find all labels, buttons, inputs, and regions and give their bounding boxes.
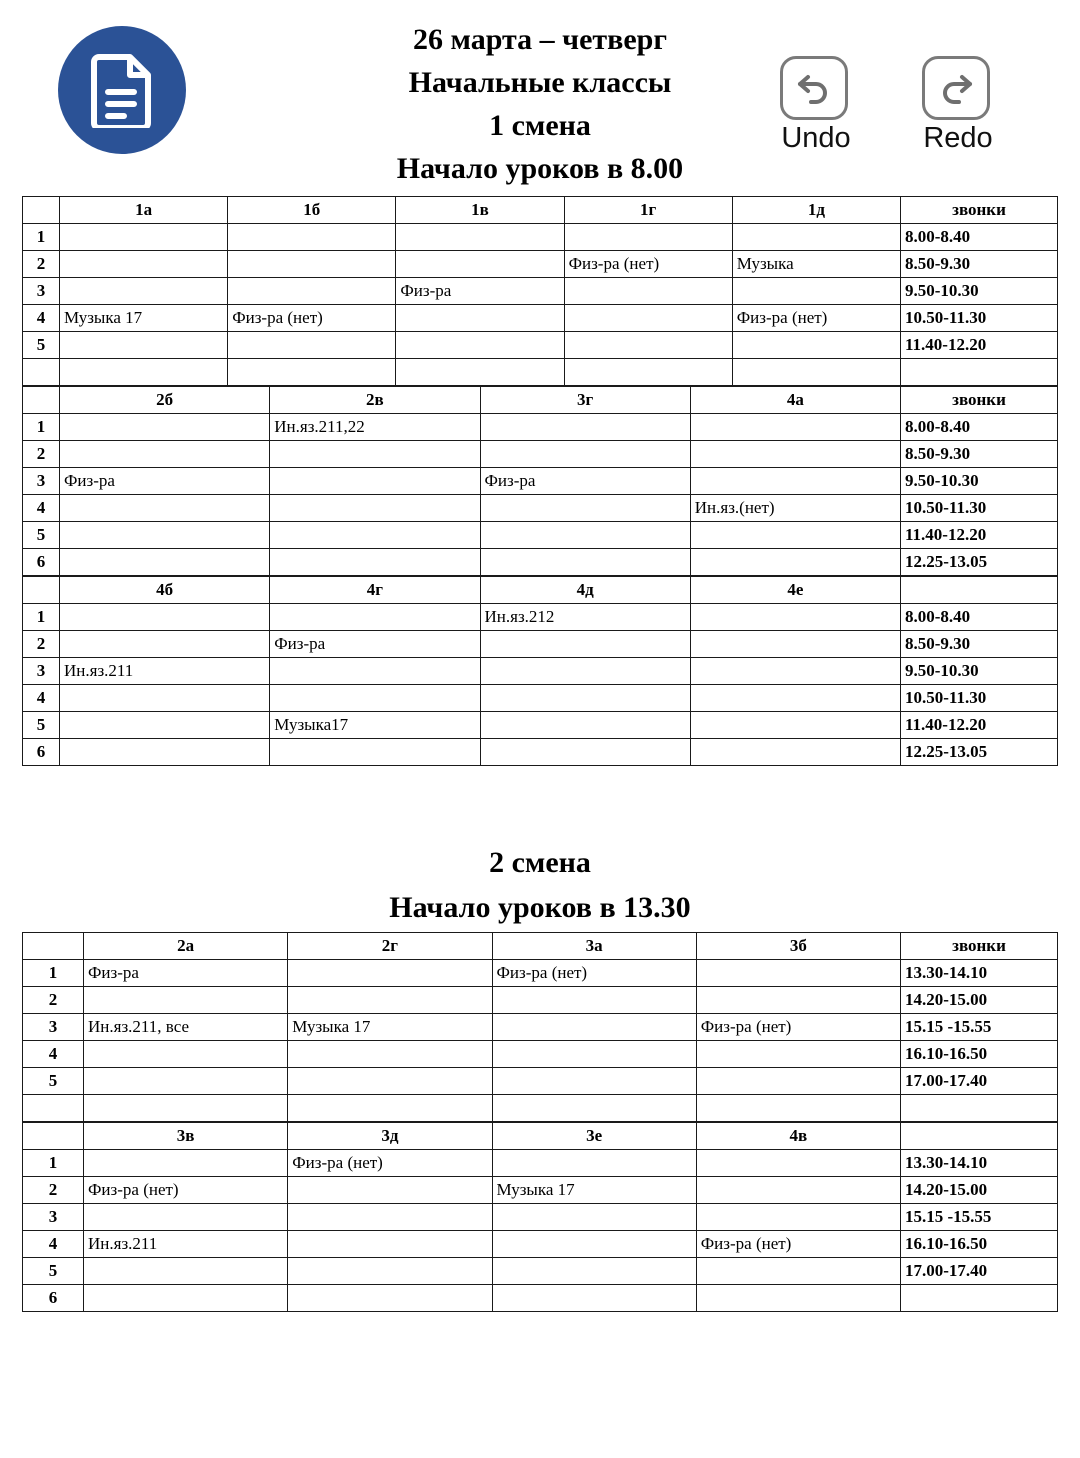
row-number: 5 bbox=[23, 1068, 84, 1095]
bells-header: звонки bbox=[901, 197, 1058, 224]
spacer-cell bbox=[288, 1095, 492, 1122]
row-number: 4 bbox=[23, 495, 60, 522]
lesson-cell[interactable] bbox=[84, 1041, 288, 1068]
row-number: 5 bbox=[23, 1258, 84, 1285]
bell-time: 14.20-15.00 bbox=[901, 987, 1058, 1014]
table-row bbox=[23, 685, 1058, 712]
table-row bbox=[23, 1285, 1058, 1312]
bell-time: 16.10-16.50 bbox=[901, 1231, 1058, 1258]
lesson-cell[interactable]: Физ-ра bbox=[480, 468, 690, 495]
row-number: 6 bbox=[23, 739, 60, 766]
lesson-cell[interactable]: Ин.яз.211 bbox=[84, 1231, 288, 1258]
lesson-cell[interactable]: Физ-ра (нет) bbox=[228, 305, 396, 332]
lesson-cell[interactable]: Ин.яз.212 bbox=[480, 604, 690, 631]
row-number: 3 bbox=[23, 1204, 84, 1231]
lesson-cell[interactable]: Ин.яз.211,22 bbox=[270, 414, 480, 441]
redo-label: Redo bbox=[923, 122, 993, 154]
lesson-cell[interactable] bbox=[270, 522, 480, 549]
lesson-cell[interactable] bbox=[228, 278, 396, 305]
schedule-table-1-1 bbox=[22, 196, 1058, 386]
class-header: 4д bbox=[480, 577, 690, 604]
bell-time: 8.00-8.40 bbox=[901, 414, 1058, 441]
lesson-cell[interactable] bbox=[228, 251, 396, 278]
lesson-cell[interactable] bbox=[60, 604, 270, 631]
lesson-cell[interactable] bbox=[288, 1204, 492, 1231]
lesson-cell[interactable] bbox=[288, 1258, 492, 1285]
lesson-cell[interactable] bbox=[480, 658, 690, 685]
bells-header: звонки bbox=[901, 387, 1058, 414]
lesson-cell[interactable] bbox=[492, 1150, 696, 1177]
lesson-cell[interactable] bbox=[690, 739, 900, 766]
lesson-cell bbox=[732, 359, 900, 386]
class-header: 1г bbox=[564, 197, 732, 224]
shift-2-line-2: Начало уроков в 13.30 bbox=[389, 891, 691, 924]
lesson-cell[interactable]: Физ-ра (нет) bbox=[288, 1150, 492, 1177]
row-number: 4 bbox=[23, 305, 60, 332]
corner-cell bbox=[23, 387, 60, 414]
lesson-cell[interactable] bbox=[690, 712, 900, 739]
bell-time: 12.25-13.05 bbox=[901, 549, 1058, 576]
table-row bbox=[23, 1258, 1058, 1285]
lesson-cell[interactable] bbox=[492, 1204, 696, 1231]
lesson-cell[interactable]: Ин.яз.211, все bbox=[84, 1014, 288, 1041]
spacer-cell bbox=[23, 1095, 84, 1122]
class-header: 3е bbox=[492, 1123, 696, 1150]
bells-header: звонки bbox=[901, 933, 1058, 960]
row-number bbox=[23, 359, 60, 386]
spacer-cell bbox=[901, 1095, 1058, 1122]
lesson-cell[interactable] bbox=[732, 278, 900, 305]
class-header: 1а bbox=[60, 197, 228, 224]
title-line-1: 26 марта – четверг bbox=[413, 23, 667, 56]
lesson-cell[interactable] bbox=[690, 658, 900, 685]
class-header: 3б bbox=[696, 933, 900, 960]
lesson-cell[interactable] bbox=[696, 1285, 900, 1312]
bell-time: 12.25-13.05 bbox=[901, 739, 1058, 766]
table-row bbox=[23, 1041, 1058, 1068]
table-row bbox=[23, 1068, 1058, 1095]
lesson-cell[interactable] bbox=[396, 332, 564, 359]
row-number: 3 bbox=[23, 1014, 84, 1041]
lesson-cell[interactable] bbox=[690, 468, 900, 495]
lesson-cell[interactable] bbox=[696, 1041, 900, 1068]
class-header: 1в bbox=[396, 197, 564, 224]
row-number: 3 bbox=[23, 658, 60, 685]
lesson-cell[interactable] bbox=[270, 658, 480, 685]
lesson-cell[interactable] bbox=[696, 1177, 900, 1204]
lesson-cell[interactable] bbox=[270, 468, 480, 495]
row-number: 6 bbox=[23, 549, 60, 576]
bell-time: 13.30-14.10 bbox=[901, 1150, 1058, 1177]
bell-time: 17.00-17.40 bbox=[901, 1258, 1058, 1285]
table-row bbox=[23, 1150, 1058, 1177]
lesson-cell[interactable] bbox=[60, 251, 228, 278]
lesson-cell[interactable] bbox=[690, 522, 900, 549]
lesson-cell[interactable] bbox=[270, 604, 480, 631]
bell-time: 11.40-12.20 bbox=[901, 332, 1058, 359]
lesson-cell[interactable] bbox=[60, 224, 228, 251]
lesson-cell[interactable] bbox=[492, 987, 696, 1014]
title-line-4: Начало уроков в 8.00 bbox=[396, 152, 684, 185]
row-number: 3 bbox=[23, 468, 60, 495]
lesson-cell[interactable] bbox=[270, 441, 480, 468]
class-header: 4а bbox=[690, 387, 900, 414]
title-line-3: 1 смена bbox=[489, 109, 591, 142]
lesson-cell[interactable] bbox=[270, 495, 480, 522]
lesson-cell[interactable]: Физ-ра bbox=[396, 278, 564, 305]
lesson-cell[interactable] bbox=[492, 1285, 696, 1312]
table-row bbox=[23, 987, 1058, 1014]
lesson-cell[interactable] bbox=[84, 1068, 288, 1095]
bell-time: 14.20-15.00 bbox=[901, 1177, 1058, 1204]
lesson-cell[interactable]: Музыка 17 bbox=[288, 1014, 492, 1041]
lesson-cell[interactable] bbox=[732, 224, 900, 251]
row-number: 5 bbox=[23, 712, 60, 739]
lesson-cell[interactable] bbox=[228, 359, 396, 386]
lesson-cell[interactable] bbox=[492, 1041, 696, 1068]
bell-time bbox=[901, 1285, 1058, 1312]
lesson-cell[interactable] bbox=[564, 278, 732, 305]
lesson-cell[interactable] bbox=[396, 224, 564, 251]
schedule-table-2-2 bbox=[22, 1122, 1058, 1312]
row-number: 2 bbox=[23, 631, 60, 658]
corner-cell bbox=[23, 577, 60, 604]
lesson-cell[interactable]: Физ-ра (нет) bbox=[696, 1014, 900, 1041]
table-row bbox=[23, 549, 1058, 576]
lesson-cell[interactable]: Музыка17 bbox=[270, 712, 480, 739]
table-row bbox=[23, 359, 1058, 386]
spacer-row bbox=[23, 1095, 1058, 1122]
bell-time: 10.50-11.30 bbox=[901, 685, 1058, 712]
lesson-cell[interactable] bbox=[288, 1177, 492, 1204]
lesson-cell[interactable]: Физ-ра bbox=[270, 631, 480, 658]
row-number: 6 bbox=[23, 1285, 84, 1312]
corner-cell bbox=[23, 1123, 84, 1150]
lesson-cell[interactable] bbox=[690, 549, 900, 576]
lesson-cell[interactable] bbox=[480, 414, 690, 441]
lesson-cell[interactable]: Музыка 17 bbox=[492, 1177, 696, 1204]
bell-time: 8.00-8.40 bbox=[901, 224, 1058, 251]
class-header: 2г bbox=[288, 933, 492, 960]
class-header: 4г bbox=[270, 577, 480, 604]
lesson-cell[interactable] bbox=[270, 739, 480, 766]
table-body bbox=[23, 577, 1058, 766]
row-number: 3 bbox=[23, 278, 60, 305]
row-number: 1 bbox=[23, 414, 60, 441]
table-row bbox=[23, 1177, 1058, 1204]
lesson-cell[interactable] bbox=[60, 522, 270, 549]
lesson-cell[interactable]: Ин.яз.(нет) bbox=[690, 495, 900, 522]
lesson-cell[interactable] bbox=[288, 1068, 492, 1095]
class-header: 2а bbox=[84, 933, 288, 960]
table-body bbox=[23, 197, 1058, 386]
lesson-cell[interactable] bbox=[690, 414, 900, 441]
class-header: 2в bbox=[270, 387, 480, 414]
row-number: 5 bbox=[23, 332, 60, 359]
lesson-cell[interactable] bbox=[60, 739, 270, 766]
table-row bbox=[23, 1014, 1058, 1041]
lesson-cell[interactable] bbox=[690, 631, 900, 658]
lesson-cell[interactable] bbox=[564, 305, 732, 332]
lesson-cell[interactable] bbox=[696, 960, 900, 987]
table-row bbox=[23, 495, 1058, 522]
lesson-cell[interactable] bbox=[396, 359, 564, 386]
schedule-table-1-2 bbox=[22, 386, 1058, 576]
lesson-cell[interactable]: Физ-ра (нет) bbox=[84, 1177, 288, 1204]
lesson-cell[interactable] bbox=[84, 1204, 288, 1231]
lesson-cell[interactable] bbox=[564, 224, 732, 251]
row-number: 2 bbox=[23, 251, 60, 278]
shift-2-line-1: 2 смена bbox=[489, 846, 591, 879]
lesson-cell[interactable] bbox=[480, 522, 690, 549]
lesson-cell[interactable] bbox=[84, 987, 288, 1014]
table-row bbox=[23, 251, 1058, 278]
table-row bbox=[23, 468, 1058, 495]
row-number: 4 bbox=[23, 1041, 84, 1068]
bell-time: 9.50-10.30 bbox=[901, 278, 1058, 305]
class-header: 1б bbox=[228, 197, 396, 224]
row-number: 2 bbox=[23, 1177, 84, 1204]
lesson-cell[interactable] bbox=[480, 495, 690, 522]
bell-time: 9.50-10.30 bbox=[901, 658, 1058, 685]
lesson-cell[interactable] bbox=[60, 549, 270, 576]
class-header: 2б bbox=[60, 387, 270, 414]
class-header: 3а bbox=[492, 933, 696, 960]
lesson-cell[interactable] bbox=[480, 441, 690, 468]
lesson-cell[interactable]: Физ-ра bbox=[84, 960, 288, 987]
bell-time: 11.40-12.20 bbox=[901, 712, 1058, 739]
bell-time: 10.50-11.30 bbox=[901, 495, 1058, 522]
bells-header bbox=[901, 1123, 1058, 1150]
lesson-cell[interactable] bbox=[480, 739, 690, 766]
table-row bbox=[23, 960, 1058, 987]
lesson-cell[interactable] bbox=[492, 1231, 696, 1258]
bell-time: 15.15 -15.55 bbox=[901, 1204, 1058, 1231]
row-number: 1 bbox=[23, 604, 60, 631]
table-row bbox=[23, 441, 1058, 468]
table-body bbox=[23, 1123, 1058, 1312]
shift-1-tables bbox=[22, 196, 1058, 766]
lesson-cell[interactable]: Музыка 17 bbox=[60, 305, 228, 332]
bell-time: 15.15 -15.55 bbox=[901, 1014, 1058, 1041]
lesson-cell[interactable] bbox=[396, 251, 564, 278]
row-number: 1 bbox=[23, 1150, 84, 1177]
table-row bbox=[23, 332, 1058, 359]
class-header: 1д bbox=[732, 197, 900, 224]
lesson-cell[interactable] bbox=[696, 1068, 900, 1095]
lesson-cell[interactable] bbox=[492, 1014, 696, 1041]
row-number: 2 bbox=[23, 987, 84, 1014]
spacer-cell bbox=[84, 1095, 288, 1122]
row-number: 1 bbox=[23, 224, 60, 251]
lesson-cell[interactable] bbox=[60, 414, 270, 441]
lesson-cell[interactable] bbox=[270, 685, 480, 712]
row-number: 5 bbox=[23, 522, 60, 549]
bell-time: 8.50-9.30 bbox=[901, 631, 1058, 658]
undo-label: Undo bbox=[781, 122, 851, 154]
schedule-table-2-1 bbox=[22, 932, 1058, 1122]
header-row bbox=[23, 933, 1058, 960]
lesson-cell[interactable] bbox=[492, 1068, 696, 1095]
bell-time: 8.00-8.40 bbox=[901, 604, 1058, 631]
page-header bbox=[0, 0, 1080, 196]
spacer-cell bbox=[492, 1095, 696, 1122]
schedule-table-1-3 bbox=[22, 576, 1058, 766]
lesson-cell[interactable] bbox=[480, 712, 690, 739]
table-row bbox=[23, 739, 1058, 766]
header-row bbox=[23, 577, 1058, 604]
table-body bbox=[23, 387, 1058, 576]
lesson-cell[interactable] bbox=[60, 495, 270, 522]
lesson-cell[interactable] bbox=[492, 1258, 696, 1285]
lesson-cell[interactable] bbox=[690, 604, 900, 631]
lesson-cell[interactable] bbox=[288, 1285, 492, 1312]
lesson-cell[interactable] bbox=[732, 332, 900, 359]
table-row bbox=[23, 305, 1058, 332]
table-row bbox=[23, 658, 1058, 685]
corner-cell bbox=[23, 197, 60, 224]
lesson-cell[interactable] bbox=[480, 631, 690, 658]
redo-button[interactable] bbox=[922, 56, 994, 154]
table-row bbox=[23, 278, 1058, 305]
class-header: 4е bbox=[690, 577, 900, 604]
redo-arrow-icon[interactable] bbox=[922, 56, 990, 120]
lesson-cell[interactable] bbox=[696, 1204, 900, 1231]
shift-2-tables bbox=[22, 932, 1058, 1312]
header-row bbox=[23, 197, 1058, 224]
header-row bbox=[23, 1123, 1058, 1150]
table-row bbox=[23, 712, 1058, 739]
table-row bbox=[23, 1231, 1058, 1258]
lesson-cell[interactable] bbox=[288, 987, 492, 1014]
class-header: 3в bbox=[84, 1123, 288, 1150]
row-number: 4 bbox=[23, 685, 60, 712]
corner-cell bbox=[23, 933, 84, 960]
lesson-cell[interactable]: Физ-ра (нет) bbox=[732, 305, 900, 332]
spacer-cell bbox=[696, 1095, 900, 1122]
lesson-cell[interactable] bbox=[288, 1041, 492, 1068]
lesson-cell[interactable] bbox=[84, 1285, 288, 1312]
class-header: 3д bbox=[288, 1123, 492, 1150]
bell-time bbox=[901, 359, 1058, 386]
lesson-cell[interactable] bbox=[564, 359, 732, 386]
row-number: 1 bbox=[23, 960, 84, 987]
lesson-cell[interactable] bbox=[696, 1150, 900, 1177]
lesson-cell[interactable]: Ин.яз.211 bbox=[60, 658, 270, 685]
undo-button[interactable] bbox=[780, 56, 852, 154]
undo-arrow-icon[interactable] bbox=[780, 56, 848, 120]
bell-time: 10.50-11.30 bbox=[901, 305, 1058, 332]
table-row bbox=[23, 224, 1058, 251]
shift-2-title bbox=[0, 840, 1080, 930]
title-line-2: Начальные классы bbox=[408, 66, 672, 99]
lesson-cell[interactable] bbox=[480, 549, 690, 576]
lesson-cell[interactable] bbox=[690, 441, 900, 468]
lesson-cell[interactable] bbox=[228, 224, 396, 251]
table-row bbox=[23, 604, 1058, 631]
document-icon bbox=[58, 26, 186, 154]
lesson-cell[interactable] bbox=[696, 1258, 900, 1285]
bell-time: 9.50-10.30 bbox=[901, 468, 1058, 495]
bell-time: 8.50-9.30 bbox=[901, 251, 1058, 278]
class-header: 4в bbox=[696, 1123, 900, 1150]
lesson-cell[interactable]: Физ-ра (нет) bbox=[564, 251, 732, 278]
table-row bbox=[23, 522, 1058, 549]
lesson-cell[interactable] bbox=[84, 1258, 288, 1285]
undo-redo-toolbar bbox=[780, 56, 994, 154]
bells-header bbox=[901, 577, 1058, 604]
lesson-cell[interactable] bbox=[690, 685, 900, 712]
lesson-cell[interactable] bbox=[60, 631, 270, 658]
lesson-cell[interactable] bbox=[564, 332, 732, 359]
lesson-cell[interactable] bbox=[60, 441, 270, 468]
lesson-cell[interactable] bbox=[60, 712, 270, 739]
class-header: 4б bbox=[60, 577, 270, 604]
bell-time: 17.00-17.40 bbox=[901, 1068, 1058, 1095]
table-row bbox=[23, 1204, 1058, 1231]
lesson-cell[interactable] bbox=[84, 1150, 288, 1177]
lesson-cell[interactable]: Физ-ра (нет) bbox=[492, 960, 696, 987]
lesson-cell[interactable] bbox=[288, 960, 492, 987]
row-number: 2 bbox=[23, 441, 60, 468]
lesson-cell[interactable]: Физ-ра bbox=[60, 468, 270, 495]
class-header: 3г bbox=[480, 387, 690, 414]
bell-time: 16.10-16.50 bbox=[901, 1041, 1058, 1068]
table-row bbox=[23, 414, 1058, 441]
lesson-cell[interactable] bbox=[288, 1231, 492, 1258]
bell-time: 11.40-12.20 bbox=[901, 522, 1058, 549]
lesson-cell[interactable] bbox=[60, 278, 228, 305]
lesson-cell[interactable]: Физ-ра (нет) bbox=[696, 1231, 900, 1258]
lesson-cell[interactable]: Музыка bbox=[732, 251, 900, 278]
header-row bbox=[23, 387, 1058, 414]
lesson-cell[interactable] bbox=[480, 685, 690, 712]
table-body bbox=[23, 933, 1058, 1122]
row-number: 4 bbox=[23, 1231, 84, 1258]
bell-time: 13.30-14.10 bbox=[901, 960, 1058, 987]
lesson-cell[interactable] bbox=[396, 305, 564, 332]
lesson-cell[interactable] bbox=[696, 987, 900, 1014]
lesson-cell[interactable] bbox=[60, 359, 228, 386]
lesson-cell[interactable] bbox=[228, 332, 396, 359]
lesson-cell[interactable] bbox=[60, 685, 270, 712]
lesson-cell[interactable] bbox=[270, 549, 480, 576]
bell-time: 8.50-9.30 bbox=[901, 441, 1058, 468]
lesson-cell[interactable] bbox=[60, 332, 228, 359]
table-row bbox=[23, 631, 1058, 658]
